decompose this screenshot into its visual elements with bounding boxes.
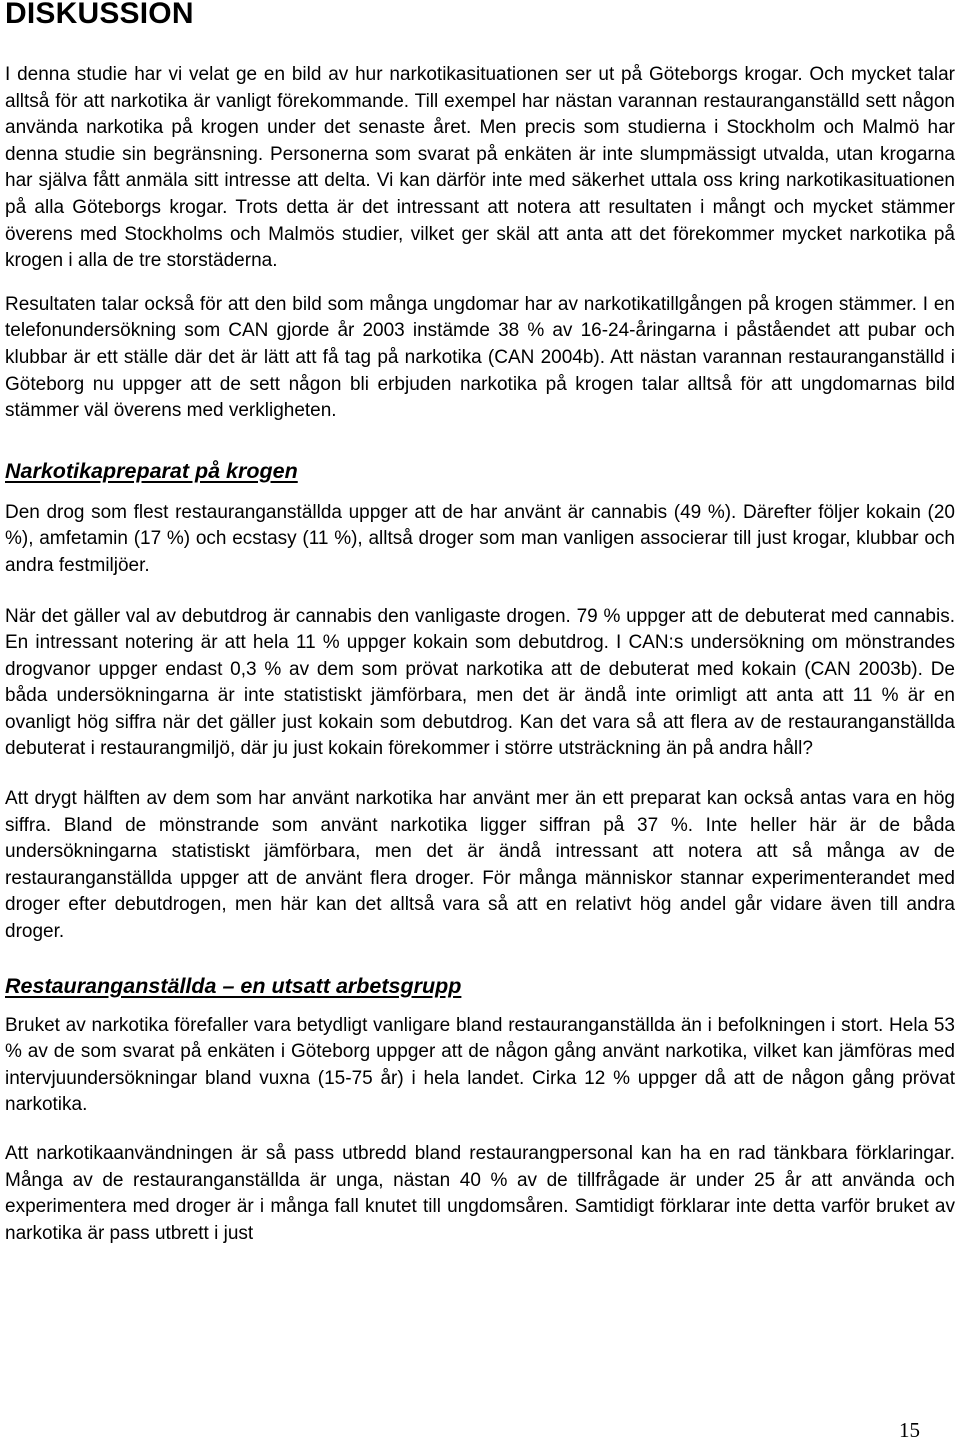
paragraph-5: Att drygt hälften av dem som har använt narkotika har använt mer än ett preparat kan också antas vara en hög siffra. Bland de mönstrande som använt narkotika ligger siffran på 37 %. Inte heller här är de båda undersökningarna statistiskt jämförbara, men det är ändå intressant att notera att så många av de restauranganställda uppger att de använt flera droger. För många människor stannar experimenterandet med droger efter debutdrogen, men här kan det alltså vara så att en relativt hög andel går vidare även till andra droger.: [5, 788, 955, 943]
paragraph-4: När det gäller val av debutdrog är cannabis den vanligaste drogen. 79 % uppger att de debuterat med cannabis. En intressant notering är att hela 11 % uppger kokain som debutdrog. I CAN:s undersökning om mönstrandes drogvanor uppger endast 0,3 % av dem som prövat narkotika att de debuterat med kokain (CAN 2003b). De båda undersökningarna är inte statistiskt jämförbara, men det är ändå inte orimligt att anta att 11 % är en ovanligt hög siffra när det gäller just kokain som debutdrog. Kan det vara så att flera av de restauranganställda debuterat i restaurangmiljö, där ju just kokain förekommer i större utsträckning än på andra håll?: [5, 605, 955, 760]
paragraph-1: I denna studie har vi velat ge en bild av hur narkotikasituationen ser ut på Göteborgs krogar. Och mycket talar alltså för att narkotika är vanligt förekommande. Till exempel har nästan varannan restauranganställd sett någon använda narkotika på krogen under det senaste året. Men precis som studierna i Stockholm och Malmö har denna studie sin begränsning. Personerna som svarat på enkäten är inte slumpmässigt utvalda, utan krogarna har själva fått anmäla sitt intresse att delta. Vi kan därför inte med säkerhet uttala oss kring narkotikasituationen på alla Göteborgs krogar. Trots detta är det intressant att notera att resultaten i mångt och mycket stämmer överens med Stockholms och Malmös studier, vilket ger skäl att anta att det förekommer mycket narkotika på krogen i alla de tre storstäderna.: [5, 64, 955, 272]
page-number: 15: [899, 1418, 920, 1442]
section-title: DISKUSSION: [5, 0, 194, 30]
paragraph-3: Den drog som flest restauranganställda uppger att de har använt är cannabis (49 %). Därefter följer kokain (20 %), amfetamin (17 %) och ecstasy (11 %), alltså droger som man vanligen associerar till just krogar, klubbar och andra festmiljöer.: [5, 501, 955, 576]
paragraph-2: Resultaten talar också för att den bild som många ungdomar har av narkotikatillgången på krogen stämmer. I en telefonundersökning som CAN gjorde år 2003 instämde 38 % av 16-24-åringarna i påståendet att pubar och klubbar är ett ställe där det är lätt att få tag på narkotika (CAN 2004b). Att nästan varannan restauranganställd i Göteborg nu uppger att de sett någon bli erbjuden narkotika på krogen talar alltså för att ungdomarnas bild stämmer väl överens med verkligheten.: [5, 293, 955, 422]
document-page: [5, 0, 955, 1247]
subheading-narkotikapreparat: Narkotikapreparat på krogen: [5, 458, 298, 483]
paragraph-7: Att narkotikaanvändningen är så pass utbredd bland restaurangpersonal kan ha en rad tänkbara förklaringar. Många av de restauranganställda är unga, nästan 40 % av de tillfrågade är under 25 år att använda och experimentera med droger är i många fall knutet till ungdomsåren. Samtidigt förklarar inte detta varför bruket av narkotika är pass utbrett i just: [5, 1143, 955, 1244]
subheading-restauranganstallda: Restauranganställda – en utsatt arbetsgrupp: [5, 973, 462, 998]
paragraph-6: Bruket av narkotika förefaller vara betydligt vanligare bland restauranganställda än i befolkningen i stort. Hela 53 % av de som svarat på enkäten i Göteborg uppger att de någon gång använt narkotika, vilket kan jämföras med intervjuundersökningar bland vuxna (15-75 år) i hela landet. Cirka 12 % uppger då att de någon gång prövat narkotika.: [5, 1014, 955, 1116]
